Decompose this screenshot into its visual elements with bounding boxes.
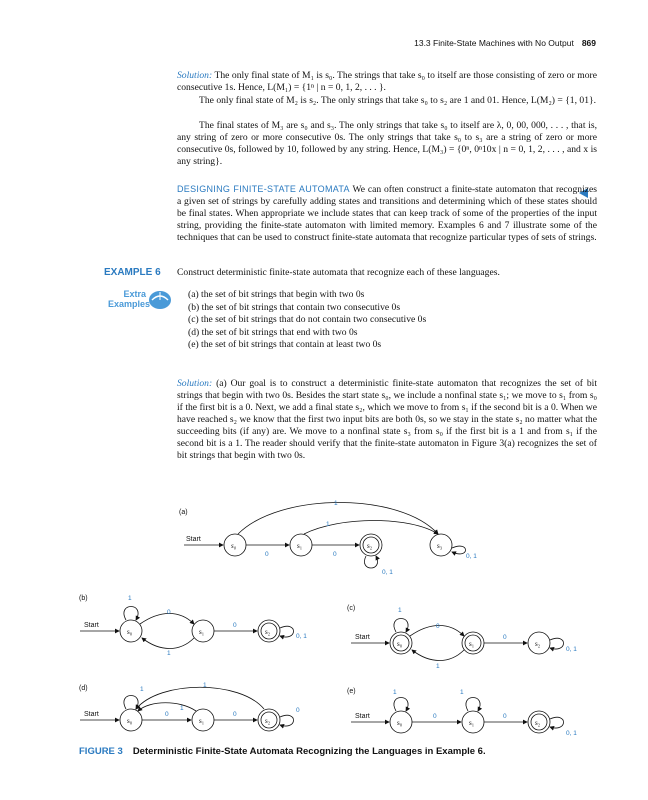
state-s1-label: s₁: [469, 719, 475, 727]
state-s1-label: s₁: [297, 542, 303, 550]
list-item: (b) the set of bit strings that contain two consecutive 0s: [188, 301, 401, 313]
extra-label: Extra: [123, 289, 146, 299]
start-label: Start: [84, 622, 99, 629]
state-s2-label: s₂: [535, 719, 541, 727]
edge-label: 0: [233, 711, 237, 718]
panel-c-label: (c): [347, 605, 356, 612]
state-s1-label: s₁: [469, 640, 475, 648]
state-s0-label: s₀: [397, 719, 403, 727]
edge-label: 0: [265, 551, 269, 558]
edge-label: 0, 1: [566, 730, 577, 737]
section-title: 13.3 Finite-State Machines with No Output: [414, 38, 574, 48]
examples-label: Examples: [108, 299, 151, 309]
edge-label: 1: [140, 686, 144, 693]
solution-a-text: (a) Our goal is to construct a deterministic finite-state automaton that recognizes the set of bit strings that begin with two 0s. Besides the start state s₀, we include a nonfinal state s₁; we move to s₁ from s₀ if the first bit is a 0. Next, we add a final state s₂, which we move to from s₁ if the second bit is a 0. When we have reached s₂ we know that the first two input bits are both 0s, so we stay in the state s₂ no matter what the succeeding bits (if any) are. We move to a nonfinal state s₃ from s₀ if the first bit is a 1 and from s₁ if the second bit is a 1. The reader should verify that the finite-state automaton in Figure 3(a) recognizes the set of bit strings that begin with two 0s.: [177, 378, 597, 461]
edge-label: 1: [167, 650, 171, 657]
state-s0-label: s₀: [397, 640, 403, 648]
panel-b-label: (b): [79, 595, 88, 602]
edge-label: 0, 1: [466, 553, 477, 560]
figure-caption: [79, 746, 486, 757]
edge-label: 1: [326, 521, 330, 528]
state-s0-label: s₀: [127, 628, 133, 636]
figure-number: FIGURE 3: [79, 746, 123, 757]
panel-e: [347, 688, 577, 737]
edge-label: 0: [167, 609, 171, 616]
edge-label: 0: [296, 707, 300, 714]
edge-label: 1: [436, 663, 440, 670]
designing-title: DESIGNING FINITE-STATE AUTOMATA: [177, 184, 350, 194]
panel-b: [79, 595, 307, 657]
edge-label: 0, 1: [382, 569, 393, 576]
para3: The final states of M₃ are s₀ and s₃. The only strings that take s₀ to itself are λ, 0, 00, 000, . . . , that is, any string of zero or more consecutive 0s. The only strings that take s₀ to s₃ are a string of zero or more consecutive 0s, followed by 10, followed by any string. Hence, L(M₃) = {0ⁿ, 0ⁿ10x | n = 0, 1, 2, . . . , and x is any string}.: [177, 120, 597, 167]
panel-c: [347, 605, 577, 670]
edge-label: 0: [503, 634, 507, 641]
edge-label: 1: [128, 595, 132, 602]
state-s1-label: s₁: [199, 717, 205, 725]
panel-a: [179, 500, 477, 576]
list-item: (d) the set of bit strings that end with two 0s: [188, 326, 358, 338]
state-s2-label: s₂: [367, 542, 373, 550]
state-s1-label: s₁: [199, 628, 205, 636]
caption-text: Deterministic Finite-State Automata Recognizing the Languages in Example 6.: [132, 746, 486, 757]
start-label: Start: [355, 713, 370, 720]
edge-label: 0: [436, 623, 440, 630]
edge-label: 1: [203, 682, 207, 689]
para2: The only final state of M₂ is s₂. The only strings that take s₀ to s₂ are 1 and 01. Hence, L(M₂) = {1, 01}.: [199, 95, 596, 106]
panel-a-label: (a): [179, 509, 188, 516]
edge-label: 0, 1: [566, 646, 577, 653]
edge-label: 0: [165, 711, 169, 718]
state-s3-label: s₃: [437, 542, 443, 550]
designing-text: We can often construct a finite-state automaton that recognizes a given set of strings by carefully adding states and transitions and determining which of these states should be final states. When appropriate we include states that can keep track of some of the properties of the input string, providing the finite-state automaton with limited memory. Examples 6 and 7 illustrate some of the techniques that can be used to construct finite-state automata that recognize particular types of sets of strings.: [177, 184, 597, 243]
state-s0-label: s₀: [231, 542, 237, 550]
edge-label: 1: [180, 705, 184, 712]
state-s2-label: s₂: [535, 640, 541, 648]
edge-label: 1: [334, 500, 338, 507]
panel-d: [79, 682, 300, 731]
state-s2-label: s₂: [265, 717, 271, 725]
edge-label: 0: [503, 713, 507, 720]
edge-label: 1: [393, 689, 397, 696]
state-s2-label: s₂: [265, 628, 271, 636]
page-number: 869: [581, 38, 596, 48]
panel-d-label: (d): [79, 685, 88, 692]
edge-label: 0, 1: [296, 633, 307, 640]
solution-label: Solution:: [177, 70, 213, 81]
solution-label: Solution:: [177, 378, 213, 389]
list-item: (c) the set of bit strings that do not contain two consecutive 0s: [188, 314, 427, 325]
start-label: Start: [355, 634, 370, 641]
panel-e-label: (e): [347, 688, 356, 695]
state-s0-label: s₀: [127, 717, 133, 725]
example-label: EXAMPLE 6: [104, 267, 161, 278]
list-item: (a) the set of bit strings that begin with two 0s: [188, 289, 365, 300]
start-label: Start: [186, 536, 201, 543]
edge-label: 0: [433, 713, 437, 720]
para1: The only final state of M₁ is s₀. The strings that take s₀ to itself are those consisting of zero or more consecutive 1s. Hence, L(M₁) = {1ⁿ | n = 0, 1, 2, . . . }.: [177, 70, 597, 93]
edge-label: 0: [233, 622, 237, 629]
edge-label: 1: [398, 607, 402, 614]
list-item: (e) the set of bit strings that contain at least two 0s: [188, 339, 382, 350]
edge-label: 1: [460, 689, 464, 696]
start-label: Start: [84, 711, 99, 718]
example-intro: Construct deterministic finite-state automata that recognize each of these languages.: [177, 267, 500, 278]
edge-label: 0: [333, 551, 337, 558]
